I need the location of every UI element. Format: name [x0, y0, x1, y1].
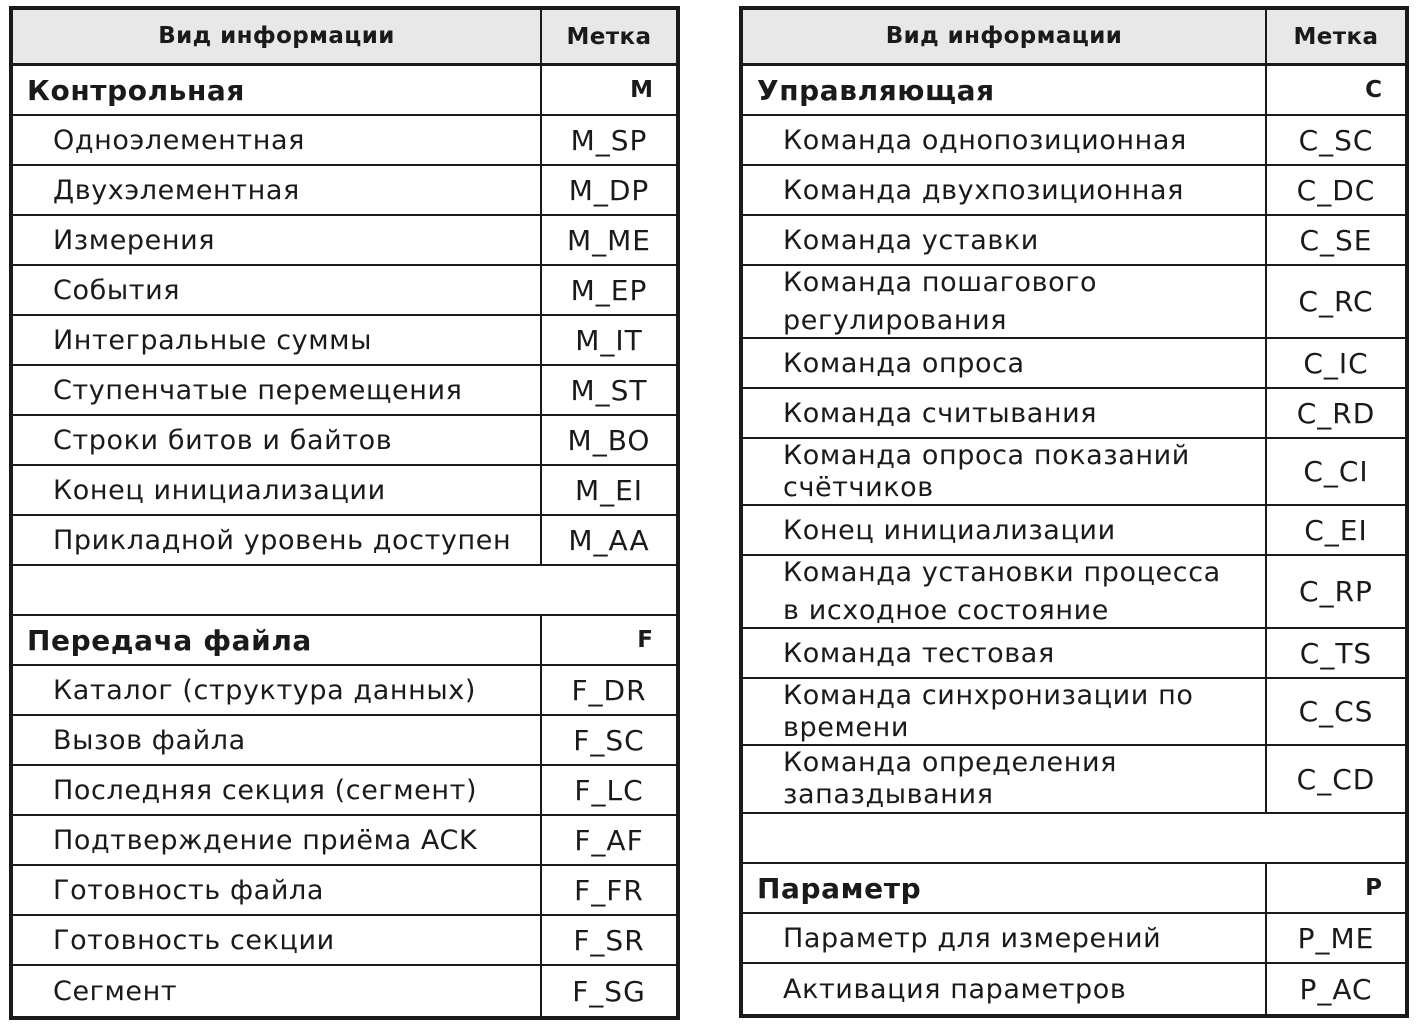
row-name: Последняя секция (сегмент)	[13, 766, 542, 814]
table-row	[13, 816, 676, 866]
group-tag: P	[1365, 875, 1383, 901]
row-tag: C_IC	[1303, 346, 1369, 380]
row-name: Подтверждение приёма ACK	[13, 816, 542, 864]
row-name: Конец инициализации	[743, 506, 1267, 554]
row-tag: F_SR	[573, 923, 645, 957]
header-name: Вид информации	[743, 10, 1267, 63]
row-tag: C_RD	[1296, 396, 1376, 430]
spacer-row	[13, 566, 676, 616]
row-tag: C_SC	[1298, 123, 1374, 157]
row-name: Команда однопозиционная	[743, 116, 1267, 164]
row-name: Двухэлементная	[13, 166, 542, 214]
row-tag: M_BO	[567, 423, 651, 457]
table-row	[13, 366, 676, 416]
row-tag: F_AF	[574, 823, 644, 857]
table-row	[743, 629, 1405, 679]
row-name-line-2: в исходное состояние	[783, 594, 1109, 626]
table-row	[743, 116, 1405, 166]
table-row	[13, 966, 676, 1016]
header-tag: Метка	[1293, 23, 1379, 50]
table-row	[743, 166, 1405, 216]
group-row-parameter	[743, 864, 1405, 914]
row-name: Интегральные суммы	[13, 316, 542, 364]
table-row	[13, 216, 676, 266]
row-tag: M_SP	[570, 123, 648, 157]
row-name: Команда уставки	[743, 216, 1267, 264]
group-tag: F	[637, 627, 654, 653]
table-row	[743, 964, 1405, 1014]
left-table	[9, 6, 680, 1020]
row-tag: P_ME	[1297, 921, 1375, 955]
row-name: Готовность файла	[13, 866, 542, 914]
row-name-line-2: времени	[783, 711, 910, 743]
row-name-line-1: Команда установки процесса	[783, 556, 1221, 588]
table-row	[13, 166, 676, 216]
row-name: Команда двухпозиционная	[743, 166, 1267, 214]
row-name: Сегмент	[13, 966, 542, 1016]
row-name-line-1: Команда определения	[783, 747, 1117, 778]
row-tag: F_FR	[574, 873, 644, 907]
row-tag: F_DR	[571, 673, 647, 707]
row-name: Каталог (структура данных)	[13, 666, 542, 714]
row-name: Вызов файла	[13, 716, 542, 764]
group-name: Управляющая	[743, 66, 1267, 114]
row-tag: M_ST	[570, 373, 648, 407]
table-row	[13, 466, 676, 516]
row-name: Команда опроса	[743, 339, 1267, 387]
row-name: События	[13, 266, 542, 314]
table-header	[13, 10, 676, 66]
group-tag: C	[1365, 77, 1383, 103]
row-name-line-1: Команда синхронизации по	[783, 679, 1194, 711]
row-name: Ступенчатые перемещения	[13, 366, 542, 414]
row-name-line-2: счётчиков	[783, 471, 934, 503]
row-tag: C_RP	[1299, 575, 1373, 608]
row-tag: C_RC	[1298, 285, 1374, 318]
table-header	[743, 10, 1405, 66]
row-tag: M_AA	[568, 523, 650, 557]
row-tag: F_SC	[573, 723, 645, 757]
row-name-line-1: Команда пошагового	[783, 266, 1098, 298]
row-tag: M_EP	[570, 273, 648, 307]
group-name: Передача файла	[13, 616, 542, 664]
row-tag: M_DP	[568, 173, 650, 207]
row-name: Команда тестовая	[743, 629, 1267, 677]
row-name: Конец инициализации	[13, 466, 542, 514]
group-name: Контрольная	[13, 66, 542, 114]
table-row	[13, 116, 676, 166]
row-name: Параметр для измерений	[743, 914, 1267, 962]
row-tag: M_EI	[574, 473, 644, 507]
row-name: Команда считывания	[743, 389, 1267, 437]
row-tag: C_CS	[1298, 695, 1374, 728]
row-tag: C_CI	[1303, 455, 1369, 488]
row-tag: P_AC	[1299, 972, 1373, 1006]
row-name-line-1: Команда опроса показаний	[783, 439, 1190, 471]
table-row	[743, 679, 1405, 746]
group-row-control-commands	[743, 66, 1405, 116]
row-name	[743, 556, 1267, 627]
table-row	[13, 716, 676, 766]
table-row	[743, 266, 1405, 339]
row-name-line-2: регулирования	[783, 304, 1008, 336]
row-tag: C_TS	[1299, 636, 1373, 670]
table-row	[743, 506, 1405, 556]
header-name: Вид информации	[13, 10, 542, 63]
row-name: Одноэлементная	[13, 116, 542, 164]
group-tag: M	[630, 77, 654, 103]
table-row	[13, 866, 676, 916]
table-row	[13, 766, 676, 816]
row-name: Готовность секции	[13, 916, 542, 964]
table-row	[13, 916, 676, 966]
row-tag: C_DC	[1296, 173, 1376, 207]
row-tag: C_EI	[1304, 513, 1368, 547]
row-name: Строки битов и байтов	[13, 416, 542, 464]
row-name-line-2: запаздывания	[783, 779, 994, 810]
row-tag: C_SE	[1299, 223, 1373, 257]
row-tag: M_IT	[575, 323, 643, 357]
row-tag: F_SG	[572, 974, 646, 1008]
row-name	[743, 679, 1267, 744]
row-name: Измерения	[13, 216, 542, 264]
row-name	[743, 439, 1267, 504]
table-row	[743, 216, 1405, 266]
table-row	[13, 266, 676, 316]
table-row	[13, 516, 676, 566]
row-tag: C_CD	[1296, 762, 1376, 796]
row-name	[743, 266, 1267, 337]
row-tag: F_LC	[574, 773, 644, 807]
group-row-control	[13, 66, 676, 116]
row-name	[743, 746, 1267, 812]
right-table	[739, 6, 1409, 1018]
table-row	[13, 416, 676, 466]
row-name: Прикладной уровень доступен	[13, 516, 542, 564]
table-row	[743, 439, 1405, 506]
group-row-file-transfer	[13, 616, 676, 666]
table-row	[743, 389, 1405, 439]
table-row	[743, 556, 1405, 629]
spacer-row	[743, 814, 1405, 864]
table-row	[743, 746, 1405, 814]
group-name: Параметр	[743, 864, 1267, 912]
header-tag: Метка	[566, 23, 652, 50]
table-row	[743, 914, 1405, 964]
row-name: Активация параметров	[743, 964, 1267, 1014]
row-tag: M_ME	[566, 223, 651, 257]
table-row	[13, 666, 676, 716]
table-row	[743, 339, 1405, 389]
table-row	[13, 316, 676, 366]
